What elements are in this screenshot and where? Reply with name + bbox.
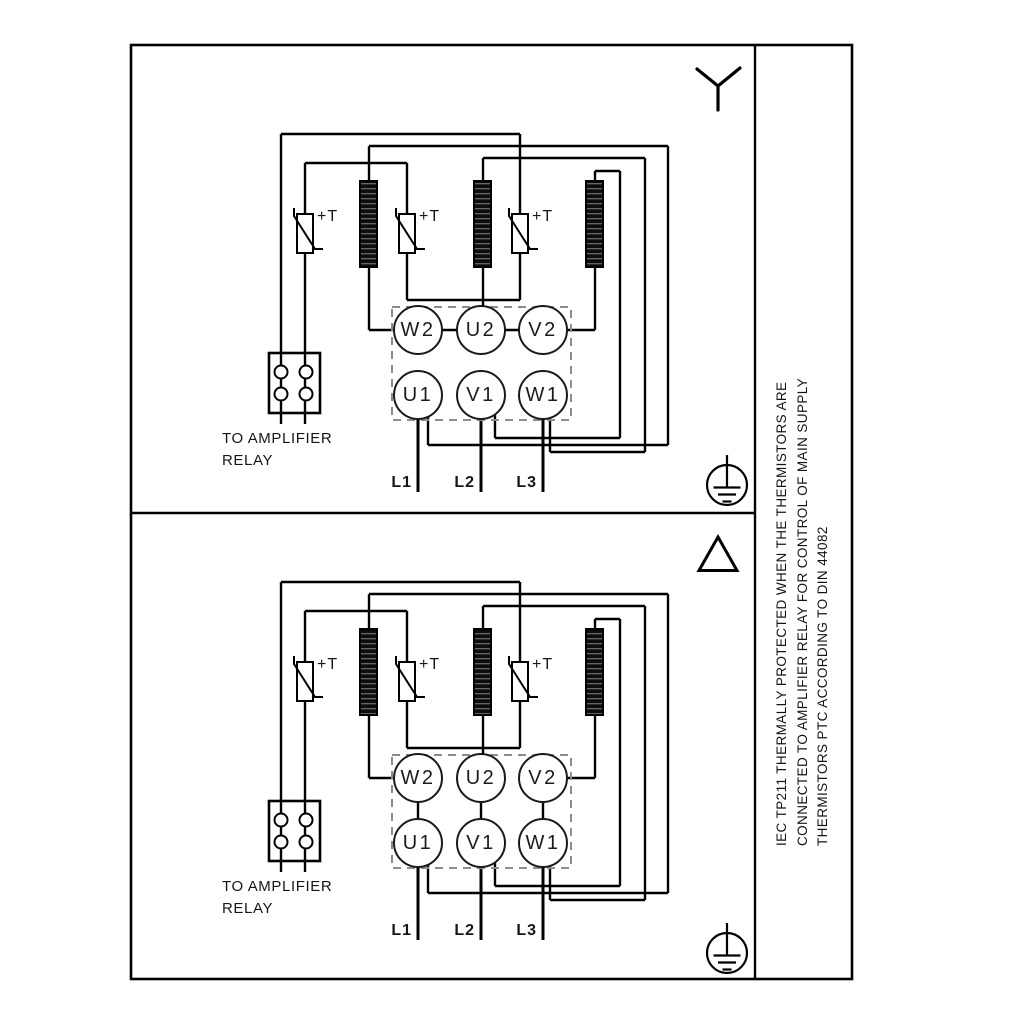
thermistor-label: +T	[317, 208, 339, 225]
relay-note-line2: RELAY	[222, 900, 274, 917]
legend-line-3: THERMISTORS PTC ACCORDING TO DIN 44082	[815, 526, 830, 846]
terminal-w2: W2	[400, 766, 436, 789]
terminal-u2: U2	[465, 318, 497, 341]
relay-note-line1: TO AMPLIFIER	[222, 878, 333, 895]
legend-line-1: IEC TP211 THERMALLY PROTECTED WHEN THE THERMISTORS ARE	[774, 381, 789, 846]
thermistor-label: +T	[532, 656, 554, 673]
terminal-v2: V2	[528, 766, 558, 789]
supply-label-l2: L2	[454, 474, 475, 491]
supply-label-l3: L3	[516, 474, 537, 491]
relay-note-line2: RELAY	[222, 452, 274, 469]
terminal-u2: U2	[465, 766, 497, 789]
legend-text	[772, 326, 834, 846]
terminal-w1: W1	[525, 831, 561, 854]
thermistor-label: +T	[317, 656, 339, 673]
relay-note-line1: TO AMPLIFIER	[222, 430, 333, 447]
supply-label-l1: L1	[391, 922, 412, 939]
thermistor-label: +T	[419, 208, 441, 225]
terminal-u1: U1	[402, 383, 434, 406]
supply-label-l2: L2	[454, 922, 475, 939]
thermistor-label: +T	[532, 208, 554, 225]
supply-label-l3: L3	[516, 922, 537, 939]
terminal-v2: V2	[528, 318, 558, 341]
terminal-w1: W1	[525, 383, 561, 406]
thermistor-label: +T	[419, 656, 441, 673]
supply-label-l1: L1	[391, 474, 412, 491]
legend-line-2: CONNECTED TO AMPLIFIER RELAY FOR CONTROL OF MAIN SUPPLY	[794, 377, 810, 846]
terminal-w2: W2	[400, 318, 436, 341]
terminal-v1: V1	[466, 831, 496, 854]
terminal-v1: V1	[466, 383, 496, 406]
terminal-u1: U1	[402, 831, 434, 854]
